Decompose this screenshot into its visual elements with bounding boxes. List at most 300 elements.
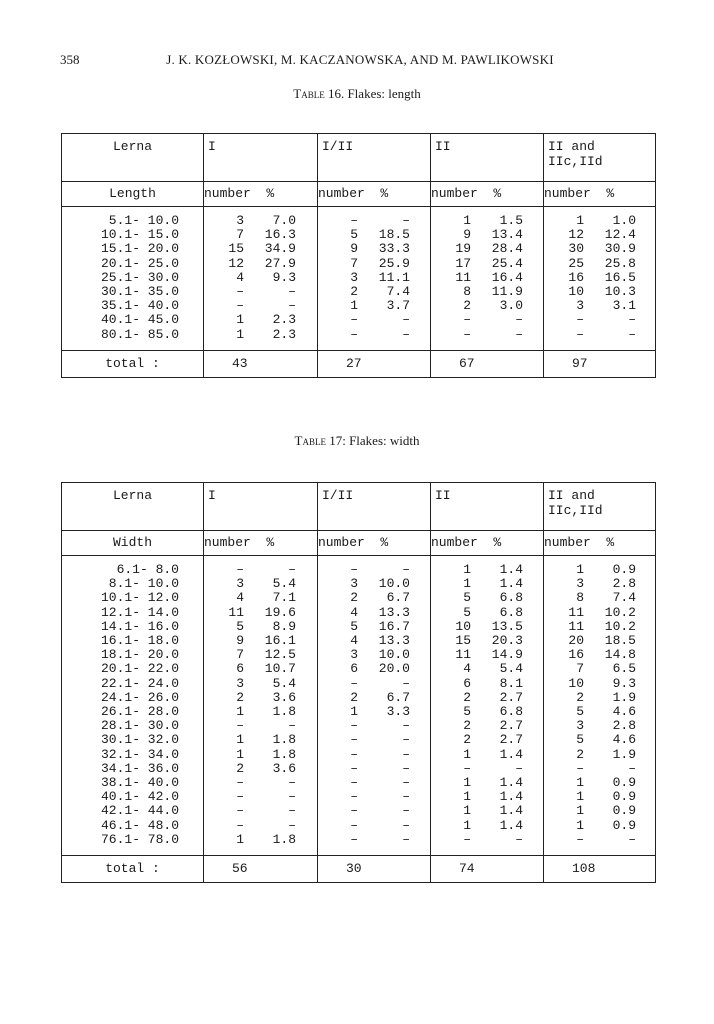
count-value: 1 [463, 775, 471, 791]
value-pair [318, 733, 430, 747]
count-value: – [350, 817, 358, 833]
value-cell [204, 819, 318, 833]
value-cell [431, 606, 544, 620]
value-cell [431, 648, 544, 662]
value-pair [544, 271, 655, 285]
value-pair [544, 748, 655, 762]
range-cell: 40.1- 45.0 [100, 312, 179, 328]
count-value: 1 [350, 298, 358, 314]
value-cell [431, 762, 544, 776]
value-cell [318, 733, 431, 747]
value-cell [318, 242, 431, 256]
value-pair [544, 606, 655, 620]
table-row [62, 833, 656, 847]
value-pair [431, 299, 543, 313]
count-value: 1 [576, 775, 584, 791]
value-cell [544, 591, 656, 605]
range-cell: 24.1- 26.0 [100, 689, 179, 705]
count-value: – [576, 326, 584, 342]
value-pair [544, 328, 655, 342]
value-cell [318, 591, 431, 605]
percent-value: 19.6 [264, 604, 296, 620]
value-pair [204, 762, 317, 776]
table-row [62, 242, 656, 256]
range-cell: 30.1- 32.0 [100, 732, 179, 748]
value-cell [204, 790, 318, 804]
value-cell [544, 556, 656, 578]
subheader-percent: % [250, 186, 275, 201]
count-value: – [463, 760, 471, 776]
count-value: 1 [463, 213, 471, 228]
corner-label: Lerna [112, 488, 152, 503]
value-cell [431, 577, 544, 591]
table-row [62, 677, 656, 691]
count-value: – [350, 213, 358, 228]
count-value: 6 [236, 661, 244, 677]
count-value: 3 [576, 576, 584, 592]
value-pair [431, 719, 543, 733]
count-value: – [350, 831, 358, 847]
value-pair [544, 228, 655, 242]
count-value: 2 [463, 298, 471, 314]
subheader-percent: % [364, 186, 389, 201]
value-cell [544, 228, 656, 242]
value-pair [431, 748, 543, 762]
range-cell: 8.1- 10.0 [108, 576, 179, 592]
count-value: 10 [455, 618, 471, 634]
value-pair [318, 776, 430, 790]
total-label: total : [62, 856, 204, 883]
range-cell: 18.1- 20.0 [100, 647, 179, 663]
value-pair [431, 691, 543, 705]
count-value: 20 [568, 633, 584, 649]
group-header: I/II [318, 134, 431, 182]
spacer-cell [204, 847, 318, 856]
count-value: – [350, 312, 358, 328]
table-row [62, 228, 656, 242]
range-cell: 26.1- 28.0 [100, 704, 179, 720]
count-value: 5 [576, 732, 584, 748]
range-cell: 14.1- 16.0 [100, 618, 179, 634]
count-value: – [576, 760, 584, 776]
count-value: – [463, 326, 471, 342]
percent-value: 11.1 [378, 269, 410, 285]
count-value: 11 [228, 604, 244, 620]
count-value: 8 [576, 590, 584, 606]
percent-value: – [402, 746, 410, 762]
value-cell [431, 733, 544, 747]
count-value: 5 [350, 227, 358, 243]
percent-value: – [628, 831, 636, 847]
value-cell [431, 819, 544, 833]
table16-caption [0, 86, 714, 102]
value-cell [544, 719, 656, 733]
value-pair [318, 299, 430, 313]
value-cell [544, 606, 656, 620]
value-pair [318, 577, 430, 591]
table17-caption-text: Flakes: width [349, 433, 420, 448]
value-pair [318, 563, 430, 577]
column-subheader [431, 182, 544, 207]
value-cell [431, 591, 544, 605]
value-pair [204, 563, 317, 577]
percent-value: – [288, 284, 296, 300]
value-cell [204, 606, 318, 620]
count-value: – [350, 732, 358, 748]
group-header: II and IIc,IId [544, 134, 656, 182]
count-value: – [236, 718, 244, 734]
range-cell: 20.1- 25.0 [100, 255, 179, 271]
spacer-cell [431, 847, 544, 856]
range-cell: 80.1- 85.0 [100, 326, 179, 342]
percent-value: 10.0 [378, 576, 410, 592]
table17-total-row [62, 856, 656, 883]
value-cell [544, 328, 656, 342]
spacer-row [62, 847, 656, 856]
count-value: 2 [463, 689, 471, 705]
value-pair [431, 776, 543, 790]
table-row [62, 606, 656, 620]
table17-caption-label: Table 17: [294, 433, 346, 448]
table16-subheader-row [62, 182, 656, 207]
value-cell [204, 691, 318, 705]
range-cell: 32.1- 34.0 [100, 746, 179, 762]
count-value: 15 [228, 241, 244, 257]
value-pair [204, 634, 317, 648]
value-pair [431, 705, 543, 719]
value-cell [431, 677, 544, 691]
value-pair [431, 634, 543, 648]
value-pair [318, 328, 430, 342]
value-cell [544, 776, 656, 790]
value-cell [204, 257, 318, 271]
total-value: 108 [544, 856, 656, 883]
total-value: 56 [204, 856, 318, 883]
table-row [62, 271, 656, 285]
percent-value: 20.3 [491, 633, 523, 649]
table17-subheader-row [62, 531, 656, 556]
count-value: 2 [463, 718, 471, 734]
count-value: – [350, 718, 358, 734]
value-pair [431, 591, 543, 605]
percent-value: 16.3 [264, 227, 296, 243]
value-pair [204, 776, 317, 790]
percent-value: 6.7 [386, 590, 410, 606]
count-value: – [350, 675, 358, 691]
count-value: 1 [463, 562, 471, 577]
percent-value: 1.4 [499, 803, 523, 819]
value-pair [544, 691, 655, 705]
count-value: – [236, 562, 244, 577]
value-pair [204, 214, 317, 228]
percent-value: 0.9 [612, 562, 636, 577]
value-cell [204, 591, 318, 605]
percent-value: 30.9 [604, 241, 636, 257]
value-cell [204, 228, 318, 242]
value-pair [544, 762, 655, 776]
count-value: 5 [463, 604, 471, 620]
percent-value: 10.2 [604, 618, 636, 634]
percent-value: 4.6 [612, 704, 636, 720]
subheader-number: number [318, 186, 365, 201]
value-cell [318, 776, 431, 790]
percent-value: 3.6 [272, 760, 296, 776]
value-pair [318, 285, 430, 299]
percent-value: 1.4 [499, 789, 523, 805]
value-cell [544, 819, 656, 833]
count-value: 1 [576, 817, 584, 833]
value-cell [204, 662, 318, 676]
count-value: 1 [576, 789, 584, 805]
value-cell [204, 677, 318, 691]
percent-value: 10.2 [604, 604, 636, 620]
subheader-number: number [318, 535, 365, 550]
count-value: 6 [350, 661, 358, 677]
percent-value: 1.8 [272, 831, 296, 847]
value-pair [204, 719, 317, 733]
range-cell: 46.1- 48.0 [100, 817, 179, 833]
range-cell: 16.1- 18.0 [100, 633, 179, 649]
count-value: – [236, 298, 244, 314]
value-pair [204, 606, 317, 620]
total-value: 67 [431, 350, 544, 377]
value-cell [318, 691, 431, 705]
value-pair [544, 819, 655, 833]
value-cell [204, 207, 318, 229]
percent-value: 13.4 [491, 227, 523, 243]
count-value: 7 [236, 227, 244, 243]
percent-value: 5.4 [272, 576, 296, 592]
table-row [62, 634, 656, 648]
percent-value: – [402, 803, 410, 819]
value-cell [544, 271, 656, 285]
value-cell [544, 634, 656, 648]
value-pair [204, 257, 317, 271]
range-cell: 25.1- 30.0 [100, 269, 179, 285]
value-pair [431, 257, 543, 271]
count-value: 30 [568, 241, 584, 257]
value-pair [204, 662, 317, 676]
value-pair [431, 790, 543, 804]
subheader-percent: % [477, 186, 502, 201]
percent-value: – [288, 298, 296, 314]
percent-value: – [402, 562, 410, 577]
value-cell [544, 285, 656, 299]
table-row [62, 804, 656, 818]
value-pair [544, 776, 655, 790]
value-pair [544, 790, 655, 804]
value-cell [544, 833, 656, 847]
table17 [61, 482, 656, 883]
percent-value: – [288, 803, 296, 819]
count-value: – [350, 746, 358, 762]
value-pair [544, 620, 655, 634]
table16-group-header-row [62, 134, 656, 182]
spacer-row [62, 342, 656, 351]
count-value: 9 [463, 227, 471, 243]
value-pair [544, 285, 655, 299]
spacer-cell [62, 342, 204, 351]
count-value: 1 [236, 831, 244, 847]
value-cell [318, 762, 431, 776]
count-value: 2 [463, 732, 471, 748]
subheader-number: number [544, 535, 591, 550]
subheader-percent: % [364, 535, 389, 550]
value-pair [204, 242, 317, 256]
count-value: – [236, 789, 244, 805]
count-value: 3 [350, 647, 358, 663]
value-pair [204, 313, 317, 327]
percent-value: – [402, 312, 410, 328]
spacer-cell [318, 847, 431, 856]
count-value: 1 [236, 746, 244, 762]
count-value: – [350, 760, 358, 776]
percent-value: 2.7 [499, 718, 523, 734]
percent-value: 5.4 [272, 675, 296, 691]
table-row [62, 328, 656, 342]
count-value: 7 [236, 647, 244, 663]
value-cell [204, 313, 318, 327]
value-cell [204, 299, 318, 313]
value-cell [204, 648, 318, 662]
table-row [62, 719, 656, 733]
range-cell: 38.1- 40.0 [100, 775, 179, 791]
count-value: 2 [576, 746, 584, 762]
value-cell [204, 748, 318, 762]
percent-value: 2.7 [499, 689, 523, 705]
value-pair [204, 228, 317, 242]
percent-value: 10.3 [604, 284, 636, 300]
value-pair [431, 648, 543, 662]
value-cell [544, 662, 656, 676]
value-pair [318, 804, 430, 818]
count-value: 4 [463, 661, 471, 677]
value-pair [204, 819, 317, 833]
value-pair [544, 804, 655, 818]
percent-value: 3.0 [499, 298, 523, 314]
value-cell [431, 257, 544, 271]
table-row [62, 299, 656, 313]
percent-value: 2.7 [499, 732, 523, 748]
range-cell: 30.1- 35.0 [100, 284, 179, 300]
corner-label: Lerna [112, 139, 152, 154]
range-cell: 5.1- 10.0 [62, 207, 204, 229]
value-pair [544, 719, 655, 733]
percent-value: 9.3 [612, 675, 636, 691]
table16-total-row [62, 350, 656, 377]
value-cell [318, 705, 431, 719]
column-subheader [318, 531, 431, 556]
value-pair [544, 591, 655, 605]
percent-value: – [402, 831, 410, 847]
value-cell [204, 328, 318, 342]
value-cell [204, 556, 318, 578]
range-cell: 42.1- 44.0 [100, 803, 179, 819]
count-value: – [236, 803, 244, 819]
percent-value: – [628, 312, 636, 328]
range-cell: 6.1- 8.0 [62, 556, 204, 578]
column-subheader [431, 531, 544, 556]
percent-value: – [402, 213, 410, 228]
count-value: 8 [463, 284, 471, 300]
percent-value: 14.9 [491, 647, 523, 663]
percent-value: 13.3 [378, 604, 410, 620]
percent-value: 3.3 [386, 704, 410, 720]
value-pair [318, 662, 430, 676]
percent-value: 10.0 [378, 647, 410, 663]
percent-value: 3.1 [612, 298, 636, 314]
value-pair [431, 662, 543, 676]
value-cell [544, 648, 656, 662]
value-cell [544, 677, 656, 691]
value-pair [431, 271, 543, 285]
value-cell [544, 299, 656, 313]
value-pair [318, 313, 430, 327]
percent-value: – [402, 775, 410, 791]
subheader-number: number [204, 186, 251, 201]
count-value: – [236, 284, 244, 300]
value-pair [204, 328, 317, 342]
percent-value: 8.9 [272, 618, 296, 634]
count-value: 25 [568, 255, 584, 271]
value-pair [318, 762, 430, 776]
value-cell [204, 285, 318, 299]
value-pair [204, 285, 317, 299]
value-pair [318, 790, 430, 804]
value-cell [431, 313, 544, 327]
percent-value: 2.8 [612, 576, 636, 592]
value-cell [318, 313, 431, 327]
value-cell [544, 762, 656, 776]
value-pair [204, 705, 317, 719]
value-pair [204, 833, 317, 847]
value-cell [431, 207, 544, 229]
value-cell [544, 257, 656, 271]
subheader-percent: % [477, 535, 502, 550]
value-cell [544, 790, 656, 804]
percent-value: 11.9 [491, 284, 523, 300]
percent-value: 0.9 [612, 775, 636, 791]
percent-value: 1.8 [272, 732, 296, 748]
count-value: 1 [576, 803, 584, 819]
value-cell [431, 228, 544, 242]
value-cell [318, 257, 431, 271]
column-subheader [318, 182, 431, 207]
percent-value: – [402, 718, 410, 734]
value-cell [431, 804, 544, 818]
count-value: 1 [576, 562, 584, 577]
value-cell [431, 299, 544, 313]
value-pair [544, 242, 655, 256]
count-value: 1 [463, 817, 471, 833]
count-value: 11 [455, 269, 471, 285]
value-pair [204, 804, 317, 818]
value-cell [318, 748, 431, 762]
table-row [62, 790, 656, 804]
percent-value: 7.4 [386, 284, 410, 300]
count-value: 5 [576, 704, 584, 720]
value-cell [204, 762, 318, 776]
value-pair [318, 242, 430, 256]
range-cell: 20.1- 22.0 [100, 661, 179, 677]
column-subheader [204, 531, 318, 556]
count-value: 12 [568, 227, 584, 243]
value-pair [318, 833, 430, 847]
percent-value: 33.3 [378, 241, 410, 257]
table-row [62, 591, 656, 605]
table-row [62, 285, 656, 299]
count-value: – [350, 803, 358, 819]
